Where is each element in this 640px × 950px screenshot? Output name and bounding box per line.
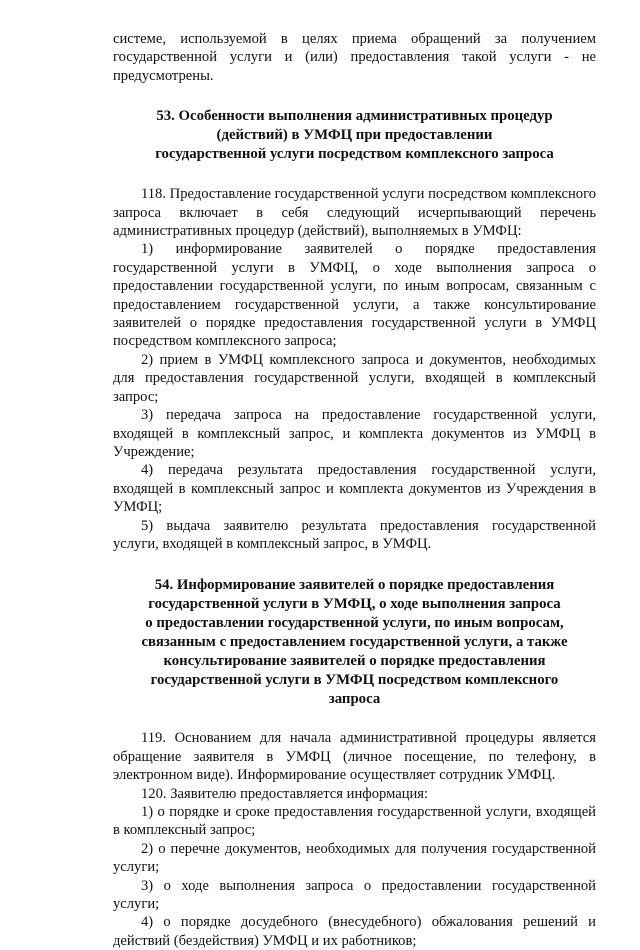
list-item: 3) передача запроса на предоставление государственной услуги, входящей в комплексный запрос, и комплекта документов из УМФЦ в Учреждение; [113,407,596,460]
paragraph-120: 120. Заявителю предоставляется информация: [141,785,429,802]
paragraph-119: 119. Основанием для начала административной процедуры является обращение заявителя в УМФЦ (личное посещение, по телефону, в электронном виде). Информирование осуществляет сотрудник УМФЦ. [113,730,596,784]
heading-line: консультирование заявителей о порядке предоставления [163,653,546,670]
section-54-body [113,729,596,950]
section-53-heading [113,107,596,164]
list-item: 2) о перечне документов, необходимых для получения государственной услуги; [113,840,596,876]
heading-line: связанным с предоставлением государственной услуги, а также [141,634,568,651]
list-item: 2) прием в УМФЦ комплексного запроса и документов, необходимых для предоставления государственной услуги, входящей в комплексный запрос; [113,351,596,405]
heading-line: государственной услуги в УМФЦ посредством комплексного [150,672,559,689]
heading-line: о предоставлении государственной услуги, по иным вопросам, [145,615,564,632]
heading-line: 54. Информирование заявителей о порядке предоставления [154,577,555,594]
heading-line: 53. Особенности выполнения административных процедур [156,108,553,125]
heading-line: (действий) в УМФЦ при предоставлении [216,127,493,144]
section-54-heading [113,576,596,709]
section-53-body [113,185,596,553]
list-item: 3) о ходе выполнения запроса о предоставлении государственной услуги; [113,877,596,912]
heading-line: запроса [328,691,381,708]
list-item: 4) о порядке досудебного (внесудебного) обжалования решений и действий (бездействия) УМФЦ и их работников; [113,914,596,949]
opening-paragraph: системе, используемой в целях приема обращений за получением государственной услуги и (или) предоставления такой услуги - не предусмотрены. [113,31,596,84]
list-item: 4) передача результата предоставления государственной услуги, входящей в комплексный запрос и комплекта документов из Учреждения в УМФЦ; [113,462,596,516]
list-item: 1) о порядке и сроке предоставления государственной услуги, входящей в комплексный запрос; [113,803,596,839]
heading-line: государственной услуги посредством комплексного запроса [155,146,554,163]
list-item: 1) информирование заявителей о порядке предоставления государственной услуги в УМФЦ, о ходе выполнения запроса о предоставлении государственной услуги, по иным вопросам, связанным с предоставлением государственной услуги, а также консультирование заявителей о порядке предоставления государственной услуги в УМФЦ посредством комплексного запроса; [113,241,596,350]
paragraph-118: 118. Предоставление государственной услуги посредством комплексного запроса включает в себя следующий исчерпывающий перечень административных процедур (действий), выполняемых в УМФЦ: [113,186,596,240]
heading-line: государственной услуги в УМФЦ, о ходе выполнения запроса [148,596,561,613]
list-item: 5) выдача заявителю результата предоставления государственной услуги, входящей в комплексный запрос, в УМФЦ. [113,517,596,552]
